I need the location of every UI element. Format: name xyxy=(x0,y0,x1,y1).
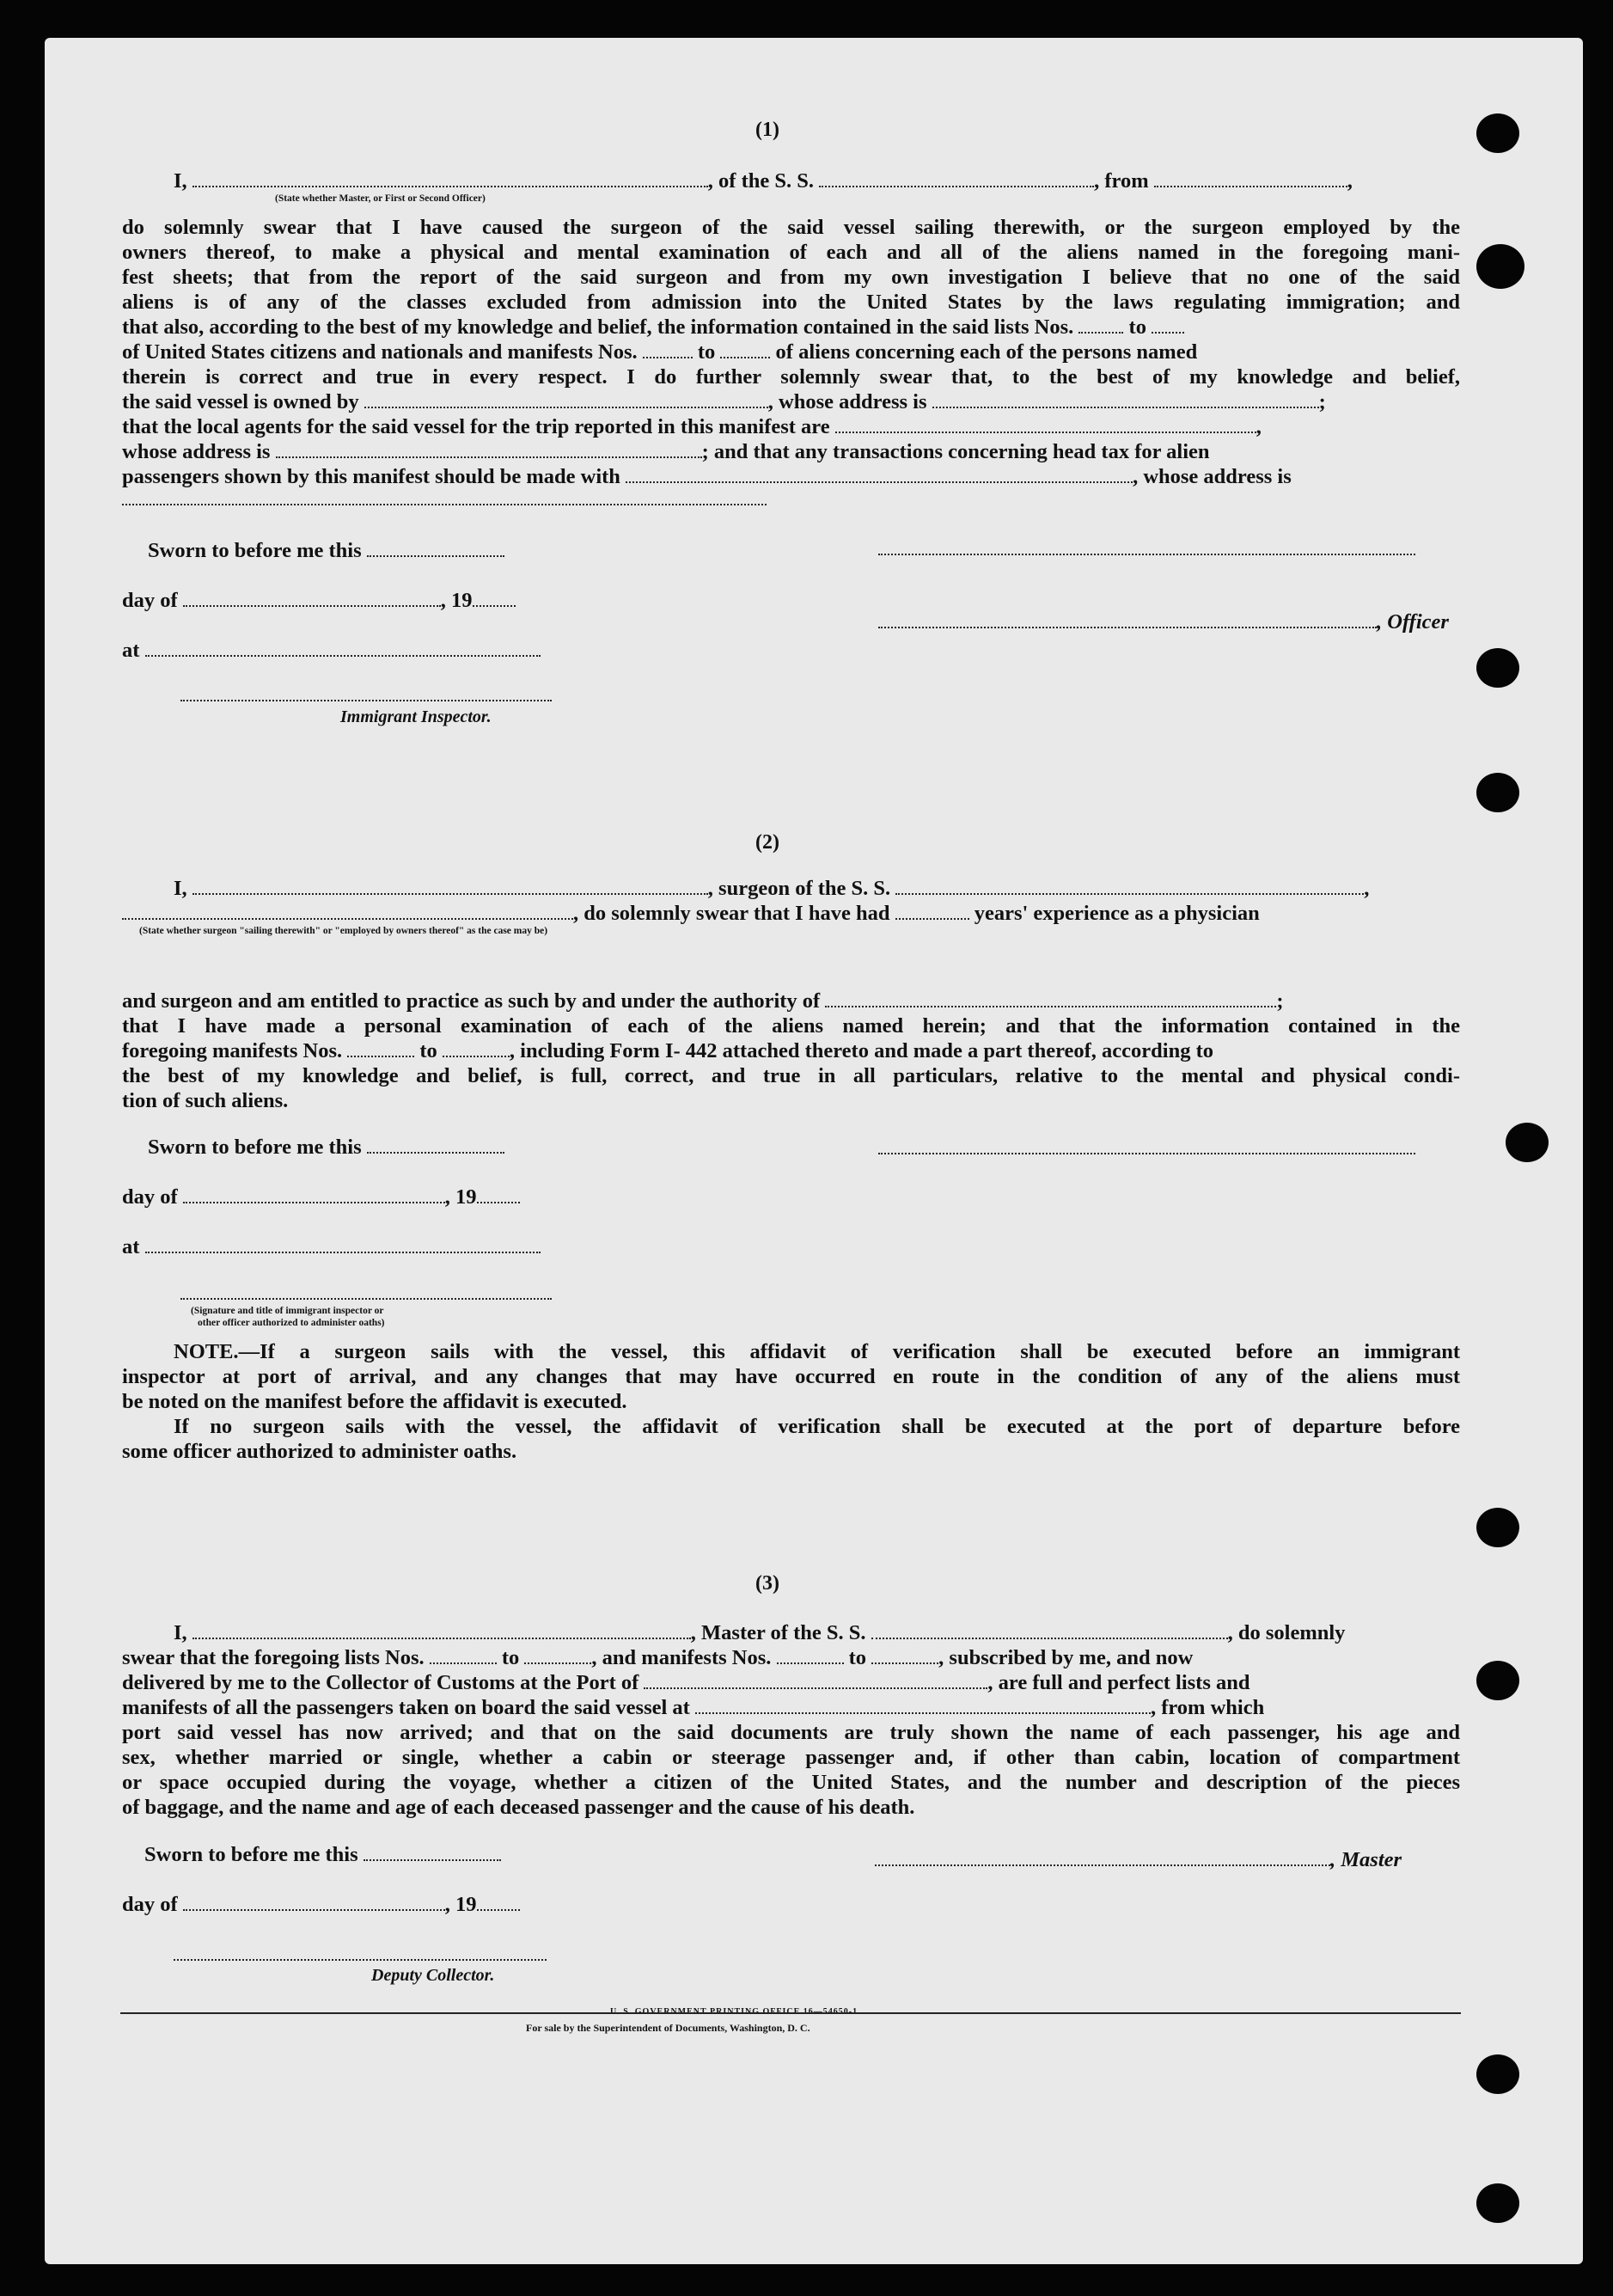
body-line: that I have made a personal examination of each of the aliens named herein; and that the information contained in the xyxy=(122,1014,1460,1038)
footer-rule xyxy=(120,2012,1461,2014)
section-heading: (1) xyxy=(755,119,779,141)
experience-line: , do solemnly swear that I have had years' experience as a physician xyxy=(122,901,1260,926)
surgeon-caption: (State whether surgeon "sailing therewith" or "employed by owners thereof" as the case may be) xyxy=(139,926,548,936)
inspector-signature-field[interactable] xyxy=(180,1298,552,1300)
officer-name-field[interactable] xyxy=(192,170,708,187)
note-line: some officer authorized to administer oaths. xyxy=(122,1440,517,1463)
master-signature-field[interactable] xyxy=(875,1849,1330,1866)
note-line: be noted on the manifest before the affidavit is executed. xyxy=(122,1390,627,1413)
citizens-line: of United States citizens and nationals and manifests Nos. to of aliens concerning each of the persons named xyxy=(122,340,1198,364)
note-line: NOTE.—If a surgeon sails with the vessel, this affidavit of verification shall be executed before an immigrant xyxy=(174,1340,1460,1363)
lists-line: swear that the foregoing lists Nos. to , and manifests Nos. to , subscribed by me, and now xyxy=(122,1646,1194,1669)
port-line: delivered by me to the Collector of Customs at the Port of , are full and perfect lists and xyxy=(122,1671,1250,1694)
lists-line: that also, according to the best of my knowledge and belief, the information contained in the said lists Nos. to xyxy=(122,315,1184,340)
address-continuation-field[interactable] xyxy=(122,504,767,505)
body-line: the best of my knowledge and belief, is full, correct, and true in all particulars, relative to the mental and physical condi- xyxy=(122,1064,1460,1087)
year-field[interactable] xyxy=(473,590,516,607)
port-field[interactable] xyxy=(644,1672,987,1689)
surgeon-ship-field[interactable] xyxy=(895,878,1364,895)
punch-hole xyxy=(1476,2054,1519,2094)
officer-sig-line: , Officer xyxy=(878,609,1449,634)
inspector-label: Immigrant Inspector. xyxy=(340,707,492,726)
officer-signature-field[interactable] xyxy=(878,611,1377,628)
body-line: do solemnly swear that I have caused the surgeon of the said vessel sailing therewith, or the surgeon employed by the xyxy=(122,216,1460,239)
sworn-line: Sworn to before me this xyxy=(148,1135,504,1160)
at-place-field[interactable] xyxy=(145,640,541,657)
sworn-day-field[interactable] xyxy=(367,540,504,557)
lists-from-field[interactable] xyxy=(430,1647,497,1664)
section-heading: (2) xyxy=(755,831,779,854)
authority-field[interactable] xyxy=(825,990,1276,1007)
punch-hole xyxy=(1476,1661,1519,1700)
body-line: fest sheets; that from the report of the said surgeon and from my own investigation I believe that no one of the said xyxy=(122,266,1460,289)
master-ship-field[interactable] xyxy=(871,1622,1228,1639)
officer-line: I, , of the S. S. , from , xyxy=(174,169,1353,193)
manifest-to-field[interactable] xyxy=(871,1647,938,1664)
taken-line: manifests of all the passengers taken on board the said vessel at , from which xyxy=(122,1696,1265,1719)
year-field[interactable] xyxy=(477,1894,520,1911)
day-line: day of , 19 xyxy=(122,1892,520,1917)
signature-field[interactable] xyxy=(878,554,1415,555)
at-place-field[interactable] xyxy=(145,1236,541,1253)
punch-hole xyxy=(1476,113,1519,153)
punch-hole xyxy=(1476,648,1519,688)
sworn-line: Sworn to before me this xyxy=(144,1842,501,1867)
ship-name-field[interactable] xyxy=(819,170,1094,187)
sworn-day-field[interactable] xyxy=(364,1844,501,1861)
at-line: at xyxy=(122,1234,541,1259)
owned-line: the said vessel is owned by , whose address is ; xyxy=(122,390,1326,413)
lists-from-field[interactable] xyxy=(1078,316,1123,334)
note-line: inspector at port of arrival, and any changes that may have occurred en route in the condition of any of the aliens must xyxy=(122,1365,1460,1388)
agents-address-field[interactable] xyxy=(276,441,702,458)
form-page xyxy=(45,38,1583,2264)
body-line: port said vessel has now arrived; and that on the said documents are truly shown the name of each passenger, his age and xyxy=(122,1721,1460,1744)
year-field[interactable] xyxy=(477,1186,520,1203)
passengers-line: passengers shown by this manifest should be made with , whose address is xyxy=(122,465,1292,488)
departure-port-field[interactable] xyxy=(695,1697,1151,1714)
manifest-from-field[interactable] xyxy=(347,1040,414,1057)
punch-hole xyxy=(1476,2183,1519,2223)
agents-line: that the local agents for the said vessel for the trip reported in this manifest are , xyxy=(122,415,1262,438)
body-line: sex, whether married or single, whether a cabin or steerage passenger and, if other than cabin, location of compartment xyxy=(122,1746,1460,1769)
manifest-to-field[interactable] xyxy=(720,341,770,358)
punch-hole xyxy=(1476,1508,1519,1547)
signature-caption: other officer authorized to administer oaths) xyxy=(198,1318,385,1328)
officer-caption: (State whether Master, or First or Second Officer) xyxy=(275,193,486,204)
body-line: therein is correct and true in every respect. I do further solemnly swear that, to the best of my knowledge and belief, xyxy=(122,365,1460,389)
for-sale-line: For sale by the Superintendent of Documents, Washington, D. C. xyxy=(526,2022,810,2034)
signature-caption: (Signature and title of immigrant inspector or xyxy=(191,1306,384,1316)
surgeon-line: I, , surgeon of the S. S. , xyxy=(174,877,1370,900)
years-field[interactable] xyxy=(895,903,969,920)
deputy-label: Deputy Collector. xyxy=(371,1966,495,1985)
day-line: day of , 19 xyxy=(122,1185,520,1209)
note-label: NOTE. xyxy=(174,1340,239,1363)
agents-field[interactable] xyxy=(835,416,1256,433)
manifest-from-field[interactable] xyxy=(643,341,693,358)
body-line: owners thereof, to make a physical and mental examination of each and all of the aliens named in the foregoing mani- xyxy=(122,241,1460,264)
lists-to-field[interactable] xyxy=(1152,316,1184,334)
surgeon-signature-field[interactable] xyxy=(878,1153,1415,1154)
owner-address-field[interactable] xyxy=(932,391,1319,408)
manifest-to-field[interactable] xyxy=(443,1040,510,1057)
inspector-signature-field[interactable] xyxy=(180,700,552,701)
authority-line: and surgeon and am entitled to practice as such by and under the authority of ; xyxy=(122,989,1284,1013)
day-line: day of , 19 xyxy=(122,588,516,613)
sworn-day-field[interactable] xyxy=(367,1136,504,1154)
surgeon-name-field[interactable] xyxy=(192,878,708,895)
section-heading: (3) xyxy=(755,1572,779,1595)
punch-hole xyxy=(1476,773,1519,812)
surgeon-type-field[interactable] xyxy=(122,903,573,920)
body-line: or space occupied during the voyage, whether a citizen of the United States, and the number and description of the pieces xyxy=(122,1771,1460,1794)
body-line: aliens is of any of the classes excluded from admission into the United States by the laws regulating immigration; and xyxy=(122,291,1460,314)
body-line: tion of such aliens. xyxy=(122,1089,289,1112)
head-tax-party-field[interactable] xyxy=(626,466,1133,483)
note-line: If no surgeon sails with the vessel, the affidavit of verification shall be executed at the port of departure before xyxy=(174,1415,1460,1438)
master-sig-line: , Master xyxy=(875,1847,1402,1872)
at-line: at xyxy=(122,638,541,663)
from-port-field[interactable] xyxy=(1154,170,1347,187)
owner-field[interactable] xyxy=(364,391,768,408)
punch-hole xyxy=(1476,244,1524,289)
day-month-field[interactable] xyxy=(183,590,441,607)
foregoing-line: foregoing manifests Nos. to , including Form I- 442 attached thereto and made a part thereof, according to xyxy=(122,1039,1213,1062)
body-line: of baggage, and the name and age of each deceased passenger and the cause of his death. xyxy=(122,1796,915,1819)
master-line: I, , Master of the S. S. , do solemnly xyxy=(174,1621,1346,1644)
day-month-field[interactable] xyxy=(183,1186,445,1203)
sworn-line: Sworn to before me this xyxy=(148,538,504,563)
day-month-field[interactable] xyxy=(183,1894,445,1911)
deputy-signature-field[interactable] xyxy=(174,1959,547,1961)
punch-hole xyxy=(1506,1123,1549,1162)
lists-to-field[interactable] xyxy=(524,1647,591,1664)
master-name-field[interactable] xyxy=(192,1622,691,1639)
whose-line: whose address is ; and that any transactions concerning head tax for alien xyxy=(122,440,1210,463)
manifest-from-field[interactable] xyxy=(777,1647,844,1664)
